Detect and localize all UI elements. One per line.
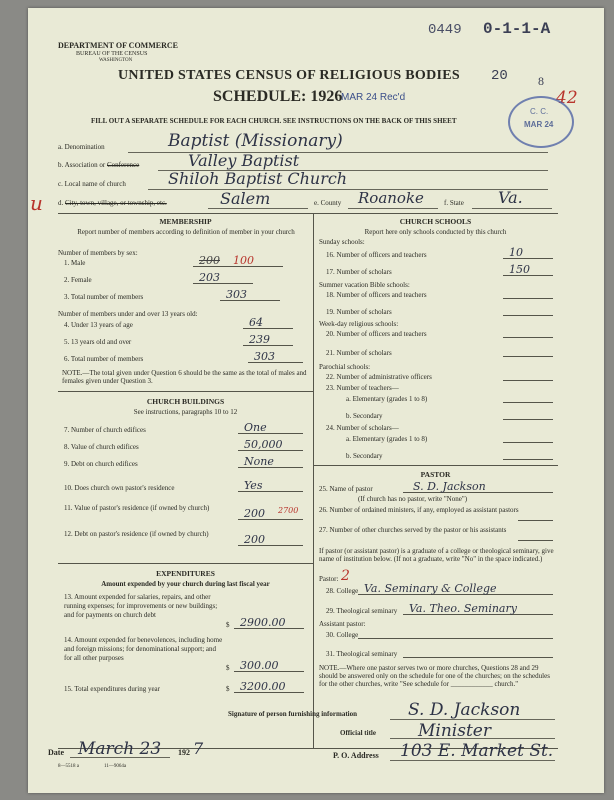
assistant-subheading: Assistant pastor: <box>319 620 366 628</box>
schools-title: CHURCH SCHOOLS <box>399 217 472 226</box>
q23b-answer <box>503 410 553 420</box>
q27-label: 27. Number of other churches served by the pastor or his assistants <box>319 526 507 534</box>
year-prefix: 192 <box>178 748 190 757</box>
pastor-red-mark: 2 <box>341 568 350 584</box>
membership-title: MEMBERSHIP <box>159 217 212 226</box>
q4-label: 4. Under 13 years of age <box>64 321 133 329</box>
q12-label: 12. Debt on pastor's residence (if owned by church) <box>64 530 209 538</box>
q25-label: 25. Name of pastor <box>319 485 373 493</box>
q23a-label: a. Elementary (grades 1 to 8) <box>346 395 428 403</box>
q17-answer: 150 <box>503 266 553 276</box>
q6-label: 6. Total number of members <box>64 355 144 363</box>
q16-answer: 10 <box>503 249 553 259</box>
q21-answer <box>503 347 553 357</box>
official-title-value: Minister <box>418 721 491 741</box>
q7-answer: One <box>238 424 303 434</box>
q5-label: 5. 13 years old and over <box>64 338 132 346</box>
q9-answer: None <box>238 458 303 468</box>
date-label: Date <box>48 748 64 757</box>
q8-answer: 50,000 <box>238 441 303 451</box>
bureau-name: BUREAU OF THE CENSUS <box>76 51 148 57</box>
city-value: Salem <box>220 189 271 208</box>
official-title-label: Official title <box>340 729 376 737</box>
form-title: UNITED STATES CENSUS OF RELIGIOUS BODIES <box>118 68 461 83</box>
q27-answer <box>518 531 553 541</box>
q29-label: 29. Theological seminary <box>326 607 398 615</box>
vacation-schools-label: Summer vacation Bible schools: <box>319 281 410 289</box>
q7-label: 7. Number of church edifices <box>64 426 146 434</box>
schedule-code: 0-1-1-A <box>483 20 551 38</box>
q4-answer: 64 <box>243 319 293 329</box>
q30-label: 30. College <box>326 631 359 639</box>
q29-answer: Va. Theo. Seminary <box>403 605 553 615</box>
q6-answer: 303 <box>248 353 303 363</box>
q14-label: 14. Amount expended for benevolences, including home and foreign missions; for denominational support; and for all other purposes <box>64 636 223 662</box>
q15-answer: 3200.00 <box>234 683 304 693</box>
q2-label: 2. Female <box>64 276 92 284</box>
q31-answer <box>403 648 553 658</box>
q24a-answer <box>503 433 553 443</box>
expenditures-intro: Amount expended by your church during last fiscal year <box>101 580 270 588</box>
q18-label: 18. Number of officers and teachers <box>326 291 427 299</box>
membership-note: NOTE.—The total given under Question 6 should be the same as the total of males and females given under Question 3. <box>62 369 307 385</box>
membership-intro: Report number of members according to definition of member in your church <box>77 228 295 236</box>
instructions-line: FILL OUT A SEPARATE SCHEDULE FOR EACH CHURCH. SEE INSTRUCTIONS ON THE BACK OF THIS SHEET <box>91 117 457 125</box>
q1-label: 1. Male <box>64 259 86 267</box>
age-intro: Number of members under and over 13 years old: <box>58 310 198 318</box>
year-value: 7 <box>193 739 204 758</box>
state-label: f. State <box>444 199 464 207</box>
q11-answer: 200 2700 <box>238 510 303 520</box>
q21-label: 21. Number of scholars <box>326 349 392 357</box>
county-value: Roanoke <box>358 189 424 207</box>
q11-label: 11. Value of pastor's residence (if owned by church) <box>64 504 210 512</box>
q24b-answer <box>503 450 553 460</box>
q19-label: 19. Number of scholars <box>326 308 392 316</box>
form-number: 8—5518 a <box>58 764 79 769</box>
file-number: 0449 <box>428 22 462 38</box>
local-name-label: c. Local name of church <box>58 180 126 188</box>
city-label: d. City, town, village, or township, etc. <box>58 199 167 207</box>
pastor-title: PASTOR <box>420 470 451 479</box>
q31-label: 31. Theological seminary <box>326 650 398 658</box>
q5-answer: 239 <box>243 336 293 346</box>
signature-value: S. D. Jackson <box>408 700 521 720</box>
circle-stamp-top: C. C. <box>530 107 549 116</box>
q8-label: 8. Value of church edifices <box>64 443 139 451</box>
received-stamp: MAR 24 Rec'd <box>341 92 406 103</box>
local-name-value: Shiloh Baptist Church <box>168 169 348 188</box>
members-by-sex-label: Number of members by sex: <box>58 249 138 257</box>
q14-answer: 300.00 <box>234 662 304 672</box>
q22-answer <box>503 371 553 381</box>
q28-label: 28. College <box>326 587 359 595</box>
q13-label: 13. Amount expended for salaries, repairs, and other running expenses; for improvements or new buildings; and for payments on church debt <box>64 593 218 619</box>
address-value: 103 E. Market St. <box>400 741 554 761</box>
q17-label: 17. Number of scholars <box>326 268 392 276</box>
signature-label: Signature of person furnishing information <box>228 710 357 718</box>
receipt-circle-stamp <box>508 96 574 148</box>
graduate-note: If pastor (or assistant pastor) is a graduate of a college or theological seminary, give name of institution below. (If not a graduate, write "No" in the space indicated.) <box>319 547 554 563</box>
q9-label: 9. Debt on church edifices <box>64 460 138 468</box>
q13-answer: 2900.00 <box>234 619 304 629</box>
schedule-year: SCHEDULE: 1926 <box>213 88 343 105</box>
expenditures-title: EXPENDITURES <box>156 569 215 578</box>
q12-answer: 200 <box>238 536 303 546</box>
q25-note: (If church has no pastor, write "None") <box>358 495 468 503</box>
form-number-2: 11—9064a <box>104 764 127 769</box>
q10-label: 10. Does church own pastor's residence <box>64 484 175 492</box>
sunday-schools-label: Sunday schools: <box>319 238 365 246</box>
q22-label: 22. Number of administrative officers <box>326 373 432 381</box>
schools-intro: Report here only schools conducted by this church <box>364 228 507 236</box>
q13-dollar: $ <box>226 621 230 629</box>
circle-stamp-date: MAR 24 <box>524 120 554 129</box>
margin-number-2: 8 <box>538 74 544 88</box>
q28-answer: Va. Seminary & College <box>358 585 553 595</box>
q2-answer: 203 <box>193 274 253 284</box>
denomination-value: Baptist (Missionary) <box>168 131 343 151</box>
q25-answer: S. D. Jackson <box>403 483 553 493</box>
q20-answer <box>503 328 553 338</box>
q3-label: 3. Total number of members <box>64 293 144 301</box>
city-name: WASHINGTON <box>99 58 133 63</box>
q30-answer <box>358 629 553 639</box>
q1-answer: 200 100 <box>193 257 283 267</box>
q23a-answer <box>503 393 553 403</box>
q23-label: 23. Number of teachers— <box>326 384 399 392</box>
state-value: Va. <box>498 188 523 207</box>
q24b-label: b. Secondary <box>346 452 383 460</box>
buildings-title: CHURCH BUILDINGS <box>146 397 225 406</box>
weekday-schools-label: Week-day religious schools: <box>319 320 399 328</box>
county-label: e. County <box>314 199 342 207</box>
q3-answer: 303 <box>220 291 280 301</box>
q23b-label: b. Secondary <box>346 412 383 420</box>
association-value: Valley Baptist <box>188 151 300 170</box>
address-label: P. O. Address <box>333 751 379 760</box>
q15-dollar: $ <box>226 685 230 693</box>
q14-dollar: $ <box>226 664 230 672</box>
q19-answer <box>503 306 553 316</box>
association-label: b. Association or Conference <box>58 161 140 169</box>
q26-answer <box>518 511 553 521</box>
q26-label: 26. Number of ordained ministers, if any, employed as assistant pastors <box>319 506 519 514</box>
denomination-label: a. Denomination <box>58 143 105 151</box>
q10-answer: Yes <box>238 482 303 492</box>
q18-answer <box>503 289 553 299</box>
census-schedule-sheet <box>28 8 604 793</box>
margin-number: 20 <box>491 68 508 84</box>
date-value: March 23 <box>78 739 162 759</box>
red-margin-mark: u <box>30 191 43 215</box>
q24-label: 24. Number of scholars— <box>326 424 399 432</box>
pastor-subheading: Pastor: <box>319 575 339 583</box>
parochial-schools-label: Parochial schools: <box>319 363 371 371</box>
buildings-intro: See instructions, paragraphs 10 to 12 <box>133 408 238 416</box>
q16-label: 16. Number of officers and teachers <box>326 251 427 259</box>
q20-label: 20. Number of officers and teachers <box>326 330 427 338</box>
q24a-label: a. Elementary (grades 1 to 8) <box>346 435 428 443</box>
red-margin-number: 42 <box>556 88 578 108</box>
q15-label: 15. Total expenditures during year <box>64 685 160 693</box>
department-name: DEPARTMENT OF COMMERCE <box>58 41 179 50</box>
pastor-note: NOTE.—Where one pastor serves two or more churches, Questions 28 and 29 should be answered only on the schedule for one of the churches; on the schedules for the other churches, write "See schedule for ____________ church." <box>319 664 550 688</box>
